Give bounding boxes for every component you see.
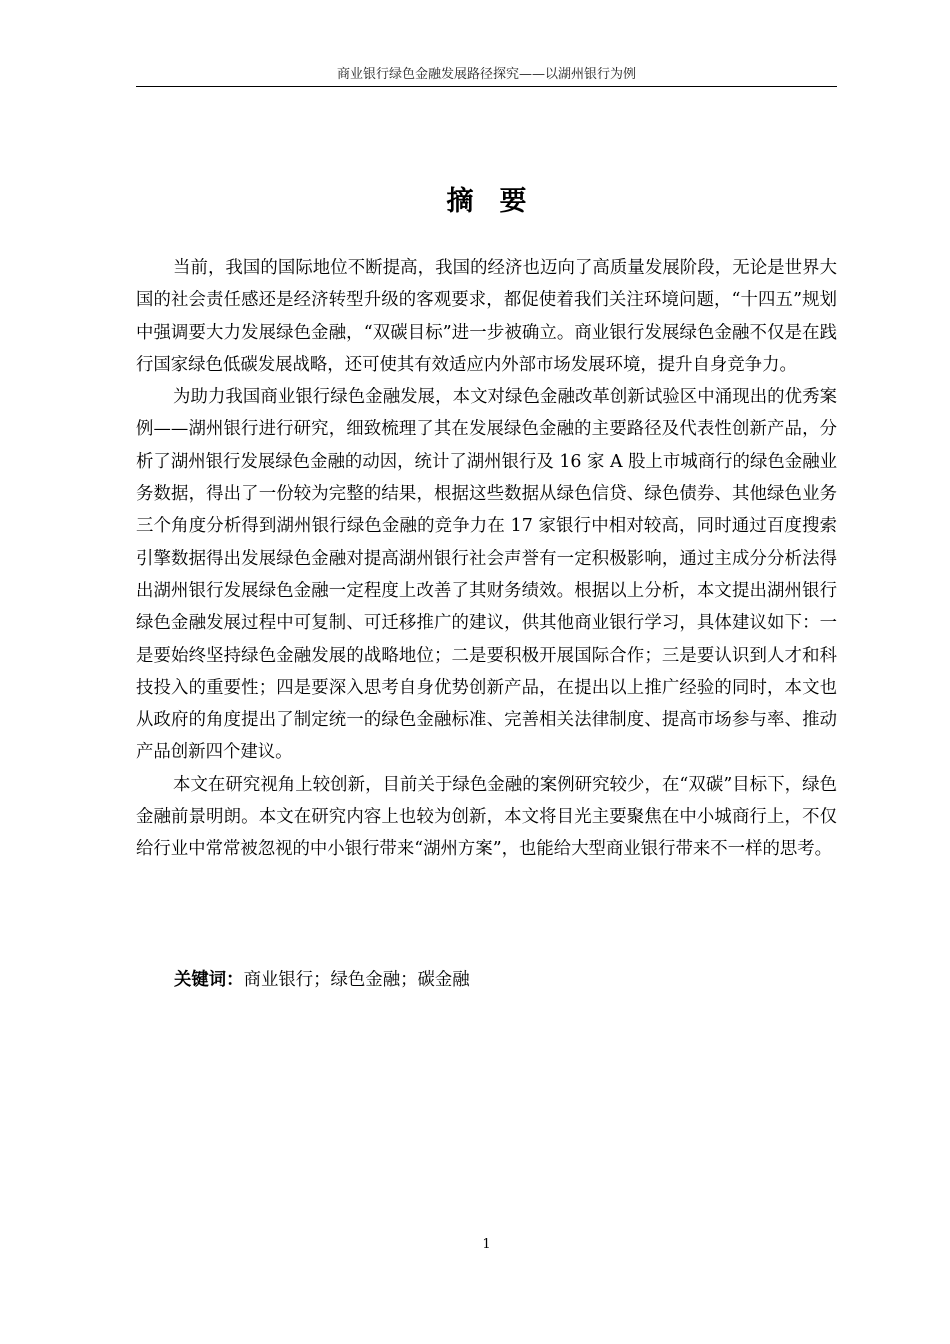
keywords-line	[174, 964, 470, 996]
abstract-title-left: 摘	[446, 186, 474, 217]
keywords-text: 商业银行；绿色金融；碳金融	[243, 970, 470, 990]
abstract-paragraph-3: 本文在研究视角上较创新，目前关于绿色金融的案例研究较少，在“双碳”目标下，绿色金融前景明朗。本文在研究内容上也较为创新，本文将目光主要聚焦在中小城商行上，不仅给行业中常常被忽视的中小银行带来“湖州方案”，也能给大型商业银行带来不一样的思考。	[136, 774, 837, 860]
abstract-title-right: 要	[499, 186, 527, 217]
keywords-label: 关键词：	[174, 970, 244, 990]
abstract-paragraph-1: 当前，我国的国际地位不断提高，我国的经济也迈向了高质量发展阶段，无论是世界大国的社会责任感还是经济转型升级的客观要求，都促使着我们关注环境问题，“十四五”规划中强调要大力发展绿色金融，“双碳目标”进一步被确立。商业银行发展绿色金融不仅是在践行国家绿色低碳发展战略，还可使其有效适应内外部市场发展环境，提升自身竞争力。	[136, 258, 837, 375]
abstract-body	[136, 252, 837, 866]
running-header: 商业银行绿色金融发展路径探究——以湖州银行为例	[336, 67, 636, 82]
abstract-paragraph-2: 为助力我国商业银行绿色金融发展，本文对绿色金融改革创新试验区中涌现出的优秀案例——湖州银行进行研究，细致梳理了其在发展绿色金融的主要路径及代表性创新产品，分析了湖州银行发展绿色金融的动因，统计了湖州银行及 16 家 A 股上市城商行的绿色金融业务数据，得出了一份较为完整的结果，根据这些数据从绿色信贷、绿色债券、其他绿色业务三个角度分析得到湖州银行绿色金融的竞争力在 17 家银行中相对较高，同时通过百度搜索引擎数据得出发展绿色金融对提高湖州银行社会声誉有一定积极影响，通过主成分分析法得出湖州银行发展绿色金融一定程度上改善了其财务绩效。根据以上分析，本文提出湖州银行绿色金融发展过程中可复制、可迁移推广的建议，供其他商业银行学习，具体建议如下：一是要始终坚持绿色金融发展的战略地位；二是要积极开展国际合作；三是要认识到人才和科技投入的重要性；四是要深入思考自身优势创新产品，在提出以上推广经验的同时，本文也从政府的角度提出了制定统一的绿色金融标准、完善相关法律制度、提高市场参与率、推动产品创新四个建议。	[136, 387, 837, 763]
page-number: 1	[482, 1237, 491, 1252]
abstract-title	[136, 182, 837, 222]
header-rule	[136, 86, 837, 87]
